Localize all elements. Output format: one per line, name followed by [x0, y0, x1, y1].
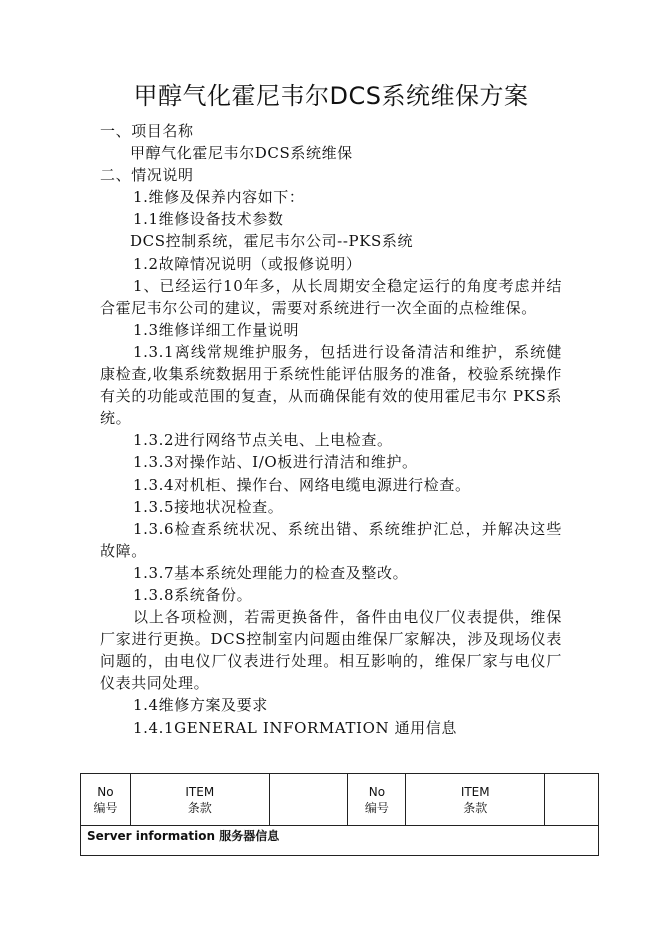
paragraph-fault-description: 1.2故障情况说明（或报修说明）: [133, 254, 362, 273]
paragraph-equipment-params: 1.1维修设备技术参数: [133, 210, 284, 229]
header-cell-item-2: [406, 774, 545, 826]
header-item-2-cn: 条款: [463, 800, 488, 815]
paragraph-dcs-system: DCS控制系统，霍尼韦尔公司--PKS系统: [130, 232, 414, 251]
paragraph-maintenance-content: 1.维修及保养内容如下：: [133, 188, 305, 207]
header-cell-no: [81, 774, 131, 826]
header-cell-item: [130, 774, 269, 826]
header-cell-blank-2: [545, 774, 599, 826]
document-body: [100, 120, 562, 739]
paragraph-grounding-check: 1.3.5接地状况检查。: [133, 497, 284, 516]
paragraph-system-status-check: 1.3.6检查系统状况、系统出错、系统维护汇总，并解决这些故障。: [100, 519, 562, 560]
header-no-cn: 编号: [93, 800, 118, 815]
section-row-server-information: Server information 服务器信息: [81, 826, 599, 856]
paragraph-system-backup: 1.3.8系统备份。: [133, 585, 253, 604]
paragraph-capability-check: 1.3.7基本系统处理能力的检查及整改。: [133, 563, 409, 582]
paragraph-spare-parts: 以上各项检测，若需更换备件，备件由电仪厂仪表提供，维保厂家进行更换。DCS控制室内问题由维保厂家解决，涉及现场仪表问题的，由电仪厂仪表进行处理。相互影响的，维保厂家与电仪厂仪表共同处理。: [100, 608, 562, 693]
header-item-2-en: ITEM: [460, 784, 490, 799]
section-heading-project-name: 一、项目名称: [100, 122, 194, 140]
paragraph-offline-maintenance: 1.3.1离线常规维护服务，包括进行设备清洁和维护，系统健康检查,收集系统数据用于系统性能评估服务的准备，校验系统操作有关的功能或范围的复查，从而确保能有效的使用霍尼韦尔 PKS系统。: [100, 342, 562, 428]
paragraph-workload-heading: 1.3维修详细工作量说明: [133, 320, 300, 339]
paragraph-general-information: 1.4.1GENERAL INFORMATION 通用信息: [133, 718, 457, 737]
header-no-2-en: No: [368, 784, 386, 799]
header-item-cn: 条款: [187, 800, 212, 815]
project-name-value: 甲醇气化霍尼韦尔DCS系统维保: [130, 144, 353, 163]
paragraph-plan-requirements: 1.4维修方案及要求: [133, 696, 268, 715]
table-header-row: [81, 774, 599, 826]
paragraph-cabinet-check: 1.3.4对机柜、操作台、网络电缆电源进行检查。: [133, 475, 471, 494]
header-cell-no-2: [348, 774, 406, 826]
document-title: 甲醇气化霍尼韦尔DCS系统维保方案: [133, 82, 529, 110]
table-section-row: [81, 826, 599, 856]
general-information-table: [80, 773, 599, 856]
header-item-en: ITEM: [185, 784, 215, 799]
paragraph-station-cleaning: 1.3.3对操作站、I/O板进行清洁和维护。: [133, 453, 418, 472]
header-no-en: No: [97, 784, 114, 799]
paragraph-operation-years: 1、已经运行10年多，从长周期安全稳定运行的角度考虑并结合霍尼韦尔公司的建议，需要对系统进行一次全面的点检维保。: [100, 276, 562, 317]
section-heading-situation: 二、情况说明: [100, 166, 194, 185]
header-cell-blank: [269, 774, 348, 826]
paragraph-network-power-check: 1.3.2进行网络节点关电、上电检查。: [133, 431, 393, 450]
header-no-2-cn: 编号: [364, 800, 389, 815]
